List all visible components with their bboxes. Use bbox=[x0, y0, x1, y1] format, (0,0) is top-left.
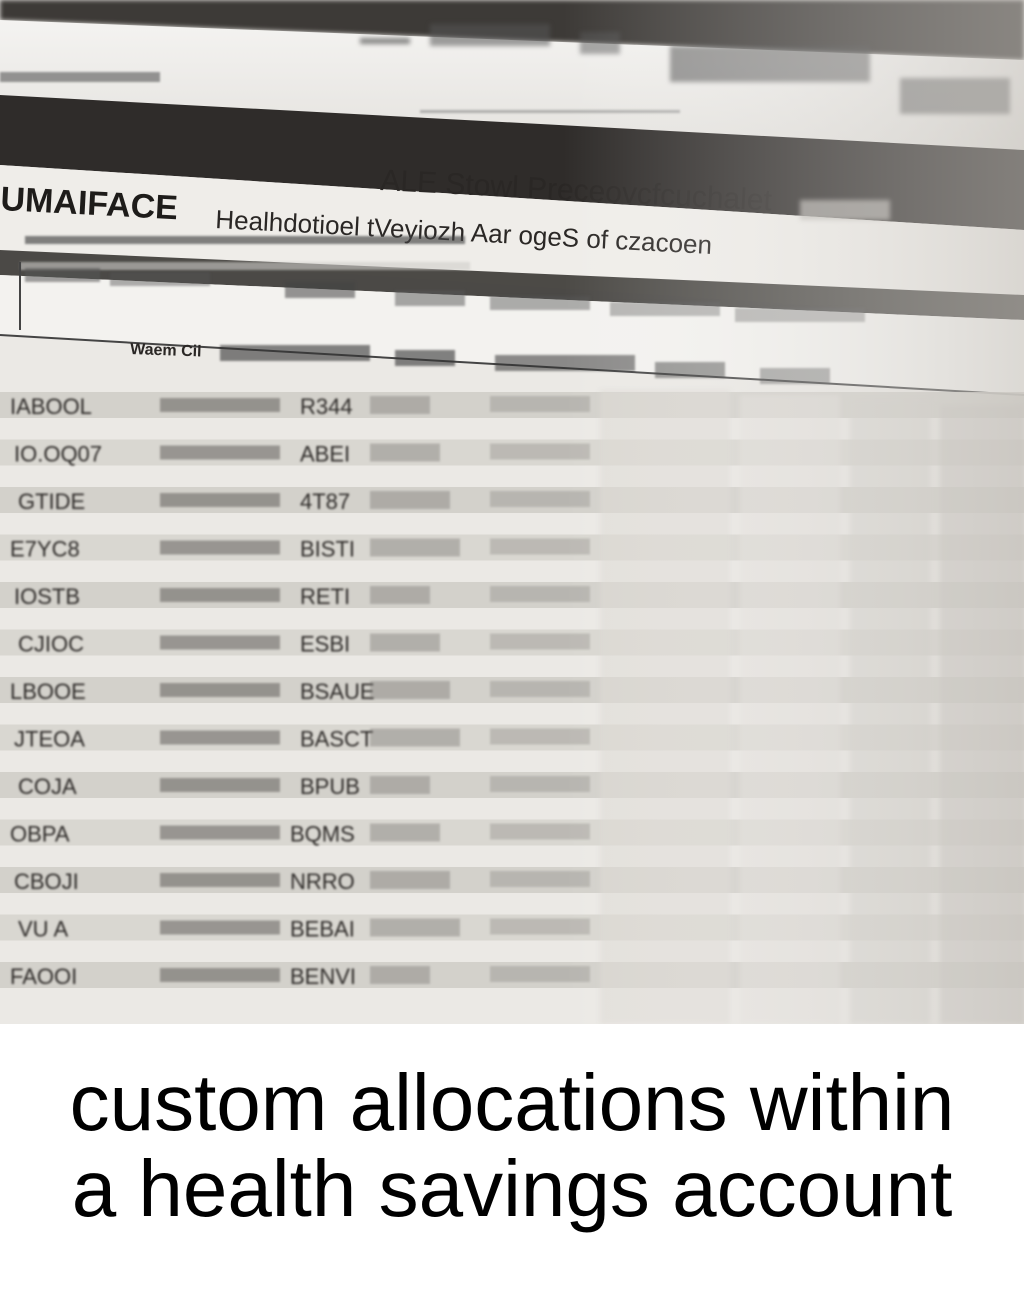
caption-line-1: custom allocations within bbox=[69, 1058, 955, 1147]
caption bbox=[0, 1060, 1024, 1280]
caption-line-2: a health savings account bbox=[71, 1144, 953, 1233]
